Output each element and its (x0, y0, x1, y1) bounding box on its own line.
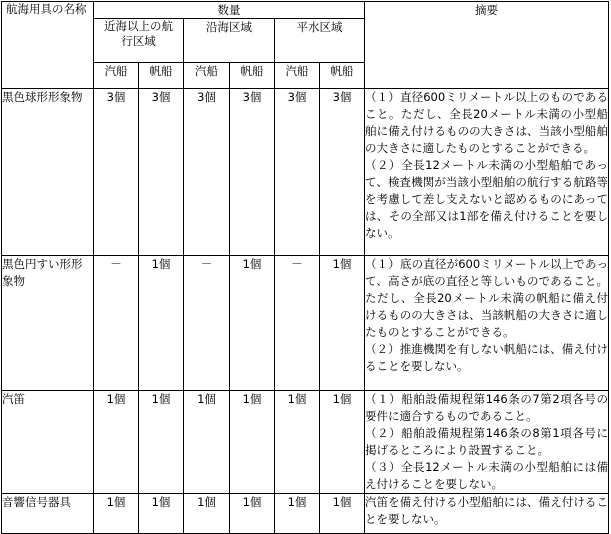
remark-text: 汽笛を備え付ける小型船舶には、備え付けることを要しない。 (365, 495, 608, 526)
table-row (2, 494, 609, 534)
equipment-table (1, 1, 609, 534)
quantity-cell: － (275, 256, 320, 391)
quantity-cell: 1個 (94, 391, 139, 494)
table-row (2, 391, 609, 494)
table-row (2, 89, 609, 256)
header-vessel-steam: 汽船 (184, 63, 230, 89)
remark-text: （３）全長12メートル未満の小型船舶には備え付けることを要しない。 (365, 460, 608, 491)
header-vessel-steam: 汽船 (275, 63, 320, 89)
remarks-cell (365, 89, 609, 256)
quantity-cell: 1個 (184, 391, 230, 494)
quantity-cell: 1個 (230, 256, 275, 391)
quantity-cell: 1個 (230, 494, 275, 534)
quantity-cell: 3個 (320, 89, 365, 256)
quantity-cell: － (184, 256, 230, 391)
remark-text: （１）船舶設備規程第146条の7第2項各号の要件に適合するものであること。 (365, 392, 608, 423)
quantity-cell: 1個 (275, 391, 320, 494)
quantity-cell: 1個 (94, 494, 139, 534)
quantity-cell: 1個 (139, 494, 184, 534)
quantity-cell: 1個 (139, 391, 184, 494)
item-name: 音響信号器具 (2, 494, 94, 534)
quantity-cell: 3個 (230, 89, 275, 256)
item-name: 黒色円すい形形象物 (2, 256, 94, 391)
quantity-cell: 1個 (230, 391, 275, 494)
quantity-cell: 3個 (94, 89, 139, 256)
header-quantity: 数量 (94, 2, 365, 19)
item-name: 黒色球形形象物 (2, 89, 94, 256)
quantity-cell: 1個 (320, 256, 365, 391)
quantity-cell: 1個 (320, 494, 365, 534)
table-row (2, 256, 609, 391)
remark-text: （２）全長12メートル未満の小型船舶であって、検査機関が当該小型船舶の航行する航路等を考慮して差し支えないと認めるものにあっては、その全部又は1部を備え付けることを要しない。 (365, 158, 608, 240)
header-area-coastal: 沿海区域 (184, 19, 275, 63)
header-vessel-sail: 帆船 (320, 63, 365, 89)
quantity-cell: 1個 (320, 391, 365, 494)
quantity-cell: 3個 (139, 89, 184, 256)
quantity-cell: 3個 (184, 89, 230, 256)
remark-text: （２）船舶設備規程第146条の8第1項各号に掲げるところにより設置すること。 (365, 426, 608, 457)
quantity-cell: 3個 (275, 89, 320, 256)
header-vessel-sail: 帆船 (230, 63, 275, 89)
header-vessel-sail: 帆船 (139, 63, 184, 89)
remark-text: （１）直径600ミリメートル以上のものであること。ただし、全長20メートル未満の小型船舶に備え付けるものの大きさは、当該小型船舶の大きさに適したものとすることができる。 (365, 90, 608, 155)
quantity-cell: － (94, 256, 139, 391)
header-vessel-steam: 汽船 (94, 63, 139, 89)
item-name: 汽笛 (2, 391, 94, 494)
header-remarks: 摘要 (365, 2, 609, 89)
header-area-offshore: 近海以上の航行区域 (94, 19, 184, 63)
quantity-cell: 1個 (139, 256, 184, 391)
header-area-smooth-water: 平水区域 (275, 19, 365, 63)
remarks-cell (365, 391, 609, 494)
remarks-cell (365, 256, 609, 391)
quantity-cell: 1個 (184, 494, 230, 534)
remark-text: （１）底の直径が600ミリメートル以上であって、高さが底の直径と等しいものであること。ただし、全長20メートル未満の帆船に備え付けるものの大きさは、当該帆船の大きさに適したものとすることができる。 (365, 257, 608, 339)
remark-text: （２）推進機関を有しない帆船には、備え付けることを要しない。 (365, 342, 608, 373)
quantity-cell: 1個 (275, 494, 320, 534)
header-item-name: 航海用具の名称 (2, 2, 94, 89)
remarks-cell (365, 494, 609, 534)
